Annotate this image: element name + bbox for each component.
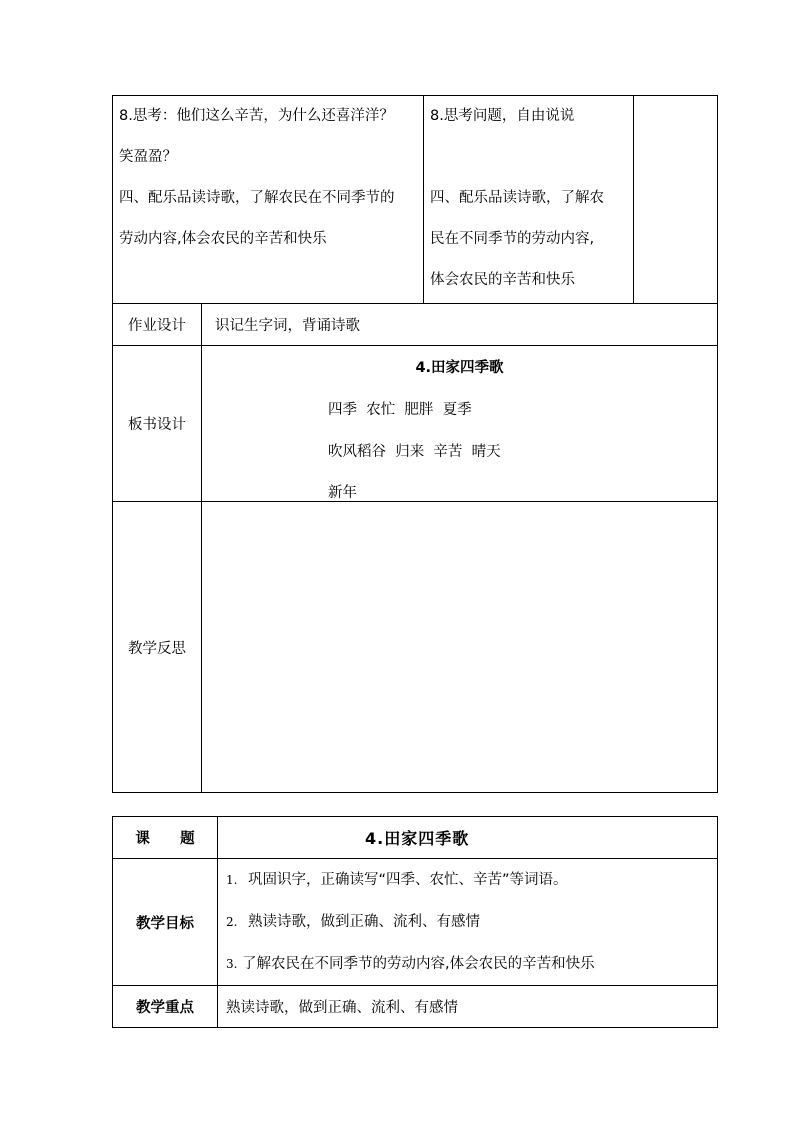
notes-cell: [634, 96, 718, 304]
goal-number: 1.: [226, 873, 238, 887]
key-points-value: 熟读诗歌，做到正确、流利、有感情: [218, 986, 718, 1028]
activity-row: [113, 96, 718, 304]
student-line: 民在不同季节的劳动内容,: [430, 231, 595, 247]
student-activity-cell: [424, 96, 634, 304]
homework-content: 识记生字词，背诵诗歌: [202, 304, 718, 346]
key-points-row: [113, 986, 718, 1028]
reflection-content[interactable]: [202, 502, 718, 793]
topic-row: [113, 817, 718, 859]
goals-label: 教学目标: [113, 859, 218, 986]
board-line: 吹风稻谷 归来 辛苦 晴天: [328, 444, 501, 460]
topic-value: 4.田家四季歌: [218, 817, 718, 859]
board-line: 新年: [328, 485, 357, 501]
homework-label: 作业设计: [113, 304, 202, 346]
lesson-plan-table-continued: [112, 95, 718, 793]
student-line: 8.思考问题，自由说说: [430, 108, 575, 124]
lesson-plan-table: [112, 816, 718, 1028]
reflection-label: 教学反思: [113, 502, 202, 793]
reflection-row: [113, 502, 718, 793]
key-points-label: 教学重点: [113, 986, 218, 1028]
teacher-line: 8.思考：他们这么辛苦，为什么还喜洋洋？: [119, 108, 394, 124]
goals-content: [218, 859, 718, 986]
goal-item: [218, 901, 717, 943]
homework-row: [113, 304, 718, 346]
topic-label: 课 题: [113, 817, 218, 859]
goal-text: 了解农民在不同季节的劳动内容,体会农民的辛苦和快乐: [242, 956, 595, 972]
student-line: 四、配乐品读诗歌，了解农: [430, 190, 604, 206]
goal-text: 巩固识字，正确读写“四季、农忙、辛苦”等词语。: [248, 872, 568, 888]
goal-number: 2.: [226, 915, 238, 929]
goal-text: 熟读诗歌，做到正确、流利、有感情: [248, 914, 480, 930]
board-design-label: 板书设计: [113, 346, 202, 502]
goals-row: [113, 859, 718, 986]
goal-item: [218, 943, 717, 985]
goal-number: 3.: [226, 957, 238, 971]
teacher-line: 劳动内容,体会农民的辛苦和快乐: [119, 231, 327, 247]
board-line: 四季 农忙 肥胖 夏季: [328, 402, 472, 418]
board-design-row: [113, 346, 718, 502]
teacher-line: 笑盈盈？: [119, 149, 177, 165]
teacher-line: 四、配乐品读诗歌，了解农民在不同季节的: [119, 190, 395, 206]
student-line: 体会农民的辛苦和快乐: [430, 272, 575, 288]
board-title: 4.田家四季歌: [415, 360, 504, 376]
goal-item: [218, 859, 717, 901]
board-design-content: [202, 346, 718, 502]
teacher-activity-cell: [113, 96, 424, 304]
